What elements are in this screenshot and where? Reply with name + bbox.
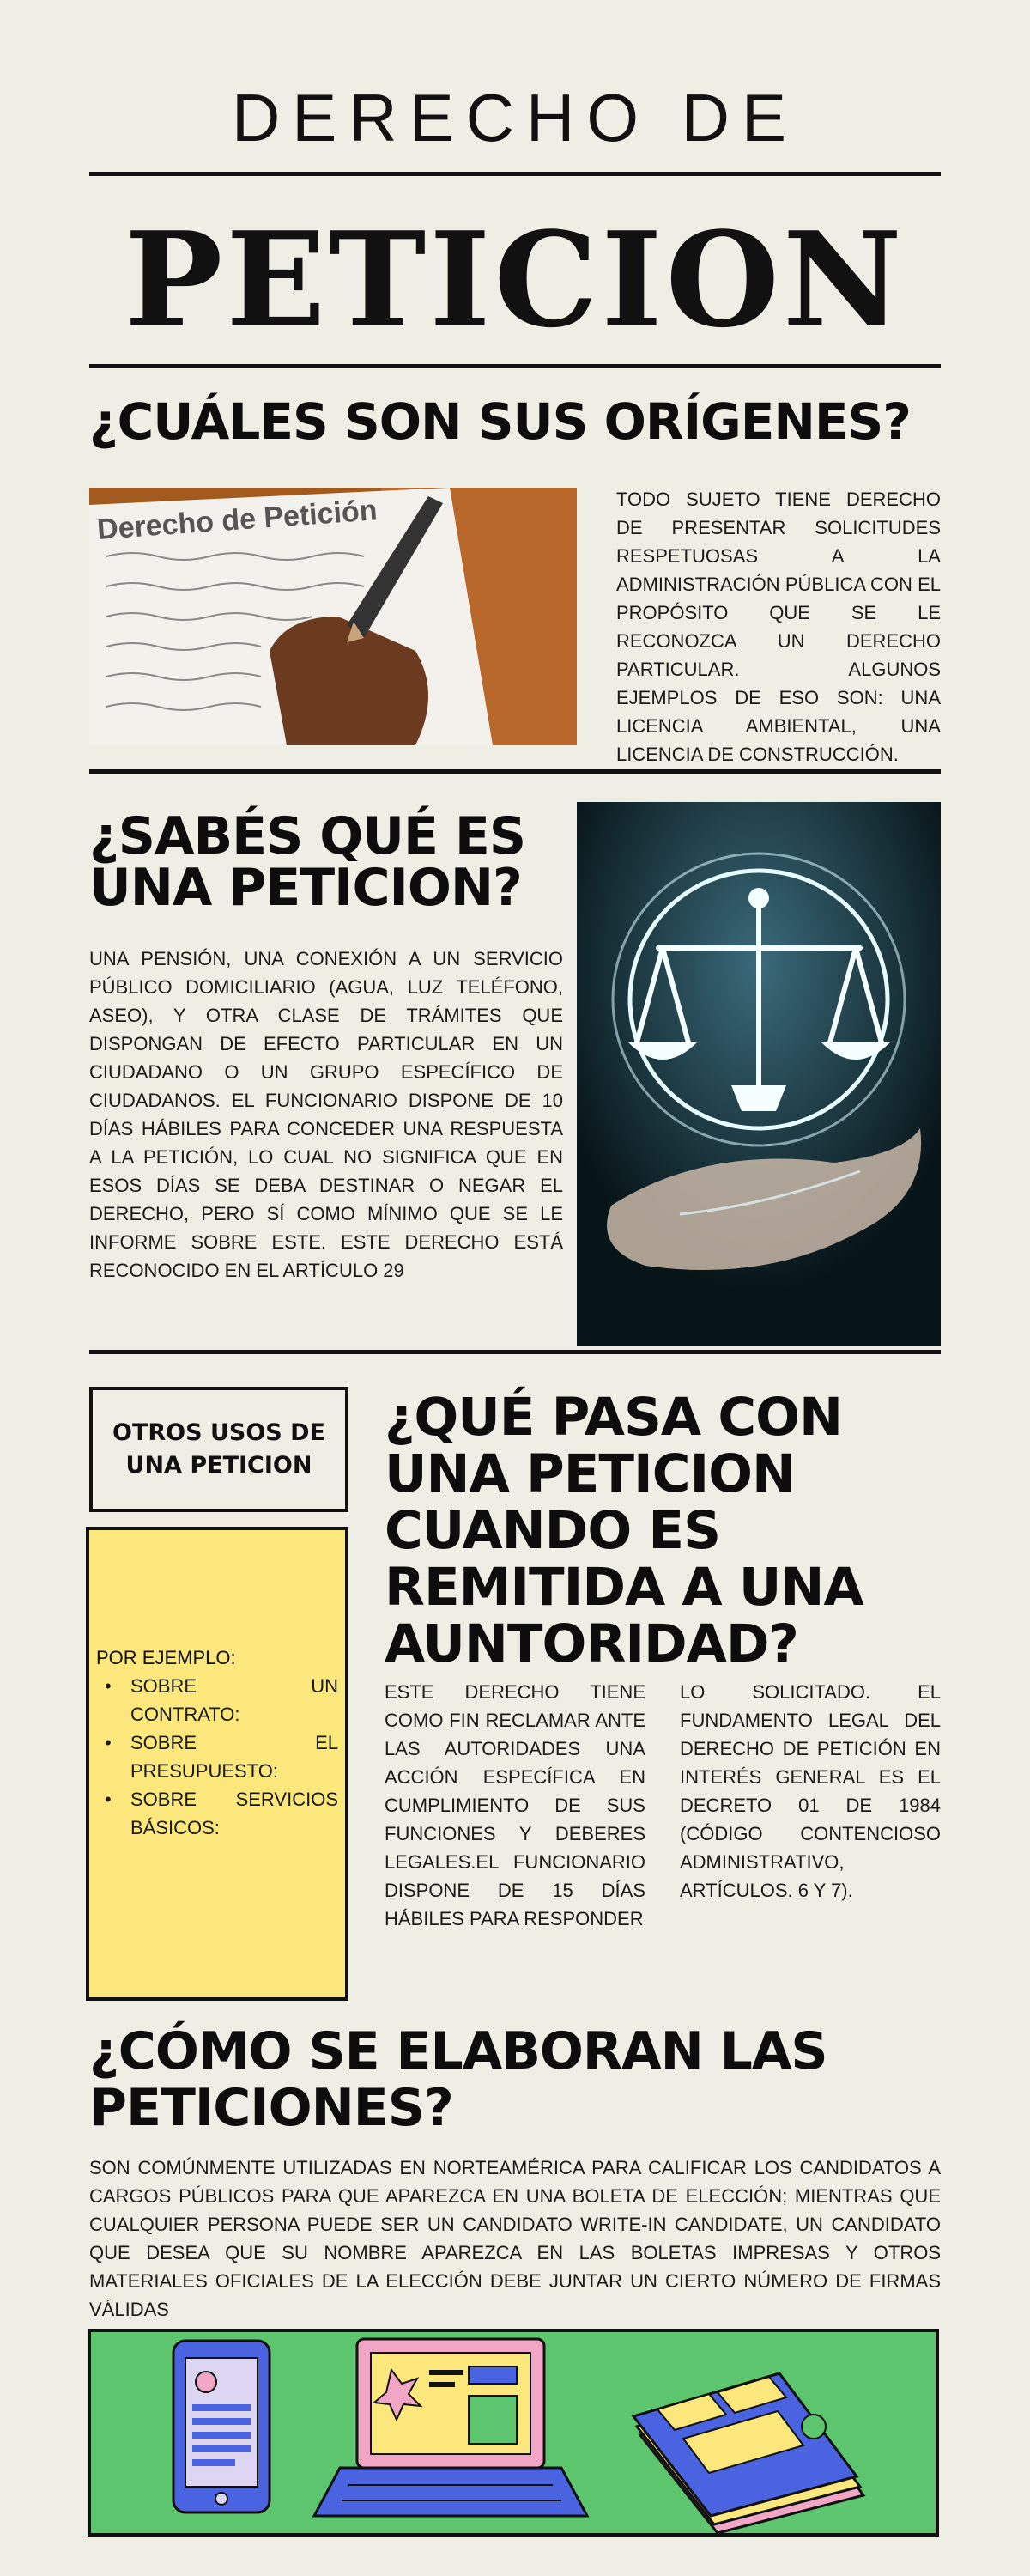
illustration-banner [88,2329,939,2537]
heading-line: UNA PETICION? [89,858,522,918]
other-uses-list-box [86,1527,348,2001]
heading-line: ¿CÓMO SE ELABORAN LAS [89,2021,827,2081]
other-uses-title-box [89,1387,348,1512]
section-heading-how [89,2023,948,2136]
heading-line: AUNTORIDAD? [385,1613,798,1674]
other-uses-intro: POR EJEMPLO: [96,1646,236,1668]
other-uses-title: OTROS USOS DE UNA PETICION [112,1419,325,1479]
kicker-title: DERECHO DE [231,80,799,155]
list-item: • SOBRE UN CONTRATO: [96,1672,338,1728]
heading-line: ¿SABÉS QUÉ ES [89,806,526,866]
justice-scale-image [577,802,941,1346]
heading-line: UNA PETICION [385,1443,796,1504]
remitted-body-col1: ESTE DERECHO TIENE COMO FIN RECLAMAR ANTE LAS AUTORIDADES UNA ACCIÓN ESPECÍFICA EN CUMPLIMIENTO DE SUS FUNCIONES Y DEBERES LEGALES.EL FUNCIONARIO DISPONE DE 15 DÍAS HÁBILES PARA RESPONDER [385,1681,645,1929]
list-item: • SOBRE EL PRESUPUESTO: [96,1728,338,1785]
divider [89,172,941,176]
section-heading-remitted [385,1389,942,1673]
origins-body: TODO SUJETO TIENE DERECHO DE PRESENTAR SOLICITUDES RESPETUOSAS A LA ADMINISTRACIÓN PÚBLICA CON EL PROPÓSITO QUE SE LE RECONOZCA UN DERECHO PARTICULAR. ALGUNOS EJEMPLOS DE ESO SON: UNA LICENCIA AMBIENTAL, UNA LICENCIA DE CONSTRUCCIÓN. [616,489,941,765]
list-item: • SOBRE SERVICIOS BÁSICOS: [96,1785,338,1842]
remitted-body-col2: LO SOLICITADO. EL FUNDAMENTO LEGAL DEL DERECHO DE PETICIÓN EN INTERÉS GENERAL ES EL DECRETO 01 DE 1984 (CÓDIGO CONTENCIOSO ADMINISTRATIVO, ARTÍCULOS. 6 Y 7). [680,1681,941,1901]
divider [89,769,941,774]
image-caption: Derecho de Petición [95,494,379,546]
other-uses-list [96,1672,338,1842]
section-heading-what-is [89,806,570,918]
heading-line: CUANDO ES [385,1500,721,1561]
heading-line: PETICIONES? [89,2078,453,2138]
heading-line: REMITIDA A UNA [385,1557,863,1618]
section-heading-origins: ¿CUÁLES SON SUS ORÍGENES? [89,392,911,451]
page-title: PETICION [124,203,906,356]
laptop-icon [314,2339,587,2516]
divider [89,1350,941,1354]
divider [89,364,941,368]
tablet-icon [173,2341,270,2512]
what-is-body: UNA PENSIÓN, UNA CONEXIÓN A UN SERVICIO PÚBLICO DOMICILIARIO (AGUA, LUZ TELÉFONO, ASEO), Y OTRA CLASE DE TRÁMITES QUE DISPONGAN DE EFECTO PARTICULAR EN UN CIUDADANO O UN GRUPO ESPECÍFICO DE CIUDADANOS. EL FUNCIONARIO DISPONE DE 10 DÍAS HÁBILES PARA CONCEDER UNA RESPUESTA A LA PETICIÓN, LO CUAL NO SIGNIFICA QUE EN ESOS DÍAS SE DEBA DESTINAR O NEGAR EL DERECHO, PERO SÍ COMO MÍNIMO QUE SE LE INFORME SOBRE ESTE. ESTE DERECHO ESTÁ RECONOCIDO EN EL ARTÍCULO 29 [89,948,563,1281]
how-body: SON COMÚNMENTE UTILIZADAS EN NORTEAMÉRICA PARA CALIFICAR LOS CANDIDATOS A CARGOS PÚBLICOS PARA QUE APAREZCA EN UNA BOLETA DE ELECCIÓN; MIENTRAS QUE CUALQUIER PERSONA PUEDE SER UN CANDIDATO WRITE-IN CANDIDATE, UN CANDIDATO QUE DESEA QUE SU NOMBRE APAREZCA EN LAS BOLETAS IMPRESAS Y OTROS MATERIALES OFICIALES DE LA ELECCIÓN DEBE JUNTAR UN CIERTO NÚMERO DE FIRMAS VÁLIDAS [89,2157,941,2320]
writing-hand-image [89,488,577,745]
heading-line: ¿QUÉ PASA CON [385,1387,843,1448]
documents-icon [633,2373,863,2533]
